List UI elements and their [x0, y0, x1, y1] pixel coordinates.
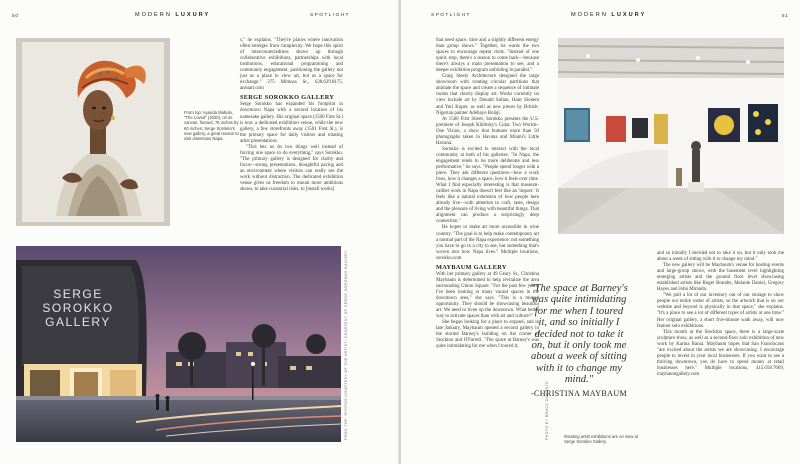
paragraph: "This lets us do two things well instead of forcing one space to do everything," says Sorokko. "The primary gallery is designed for clarity and focus—strong presentations, thoughtful pacing and an environment where visitors can really see the work without distraction. The dedicated exhibition venue gives us freedom to mount more ambitious shows, to take curatorial risks, to [install works]	[240, 144, 343, 193]
painting-photo	[16, 38, 170, 226]
pull-quote	[530, 283, 628, 399]
paragraph: that need space, time and a slightly different energy than group shows." Together, he wants the two spaces to encourage repeat visits. "Instead of one quick stop, there's a reason to come back—because there's always a main presentation to see, and a deeper exhibition program unfolding in parallel."	[436, 38, 539, 74]
paragraph: At 1500 First Street, Sorokko presents the U.S. premiere of Joseph Kiblitsky's Cuba: Two Worlds–One Vision, a show that features more than 50 photographs taken in Havana and Miami's Little Havana.	[436, 116, 539, 146]
pull-quote-attribution: -CHRISTINA MAYBAUM	[530, 388, 628, 398]
page-number-right: 51	[782, 13, 789, 18]
photo-caption-right: Rotating artist exhibitions are on view at Serge Sorokko Gallery.	[564, 434, 639, 445]
section-label-right: SPOTLIGHT	[431, 13, 471, 18]
left-page	[0, 0, 399, 464]
sign-line-3: GALLERY	[45, 315, 111, 329]
section-heading: SERGE SOROKKO GALLERY	[240, 94, 335, 102]
paragraph: s," he explains. "They're places where innovation often emerges from complexity. We hope this spirit of interconnectedness shows up through collaborative exhibitions, partnerships with local institutions, educational programming and community engagement, positioning the gallery not just as a place to view art, but as a space for exchange." 275 Mimosa St., 628.629.8175, ansuart.com	[240, 38, 343, 92]
gallery-interior-photo	[558, 38, 784, 234]
paragraph: The new gallery will be Maybaum's venue for hosting events and large-group shows, with the basement level highlighting emerging artists and the ground floor level showcasing established artists like Roger Brandts, Melanie Daniel, Gregory Hayes and John Miranda.	[657, 263, 784, 293]
right-article-column-2	[657, 251, 784, 378]
sign-line-2: SOROKKO	[42, 301, 114, 315]
paragraph: This month at the Stockton space, there is a large-scale sculpture show, as well as a second-floor solo exhibition of new work by Karina Bania. Maybaum hopes that San Franciscans "are excited about the artists we are showcasing. I encourage people to invest in your local businesses. If you want to see a thriving downtown, you do have to spend money at retail businesses here." Multiple locations, 415.658.7669, maybaumgallery.com	[657, 329, 784, 377]
storefront-illustration	[16, 246, 341, 442]
left-article-column	[240, 38, 343, 193]
painting-illustration	[16, 38, 170, 226]
gallery-interior-illustration	[558, 38, 784, 234]
storefront-photo	[16, 246, 341, 442]
paragraph: and so initially I decided not to take it on, but it only took me about a week of sitting with it to change my mind."	[657, 251, 784, 263]
section-heading: MAYBAUM GALLERY	[436, 263, 507, 271]
sign-line-1: SERGE	[53, 287, 103, 301]
section-label-left: SPOTLIGHT	[310, 13, 350, 18]
paragraph: Serge Sorokko has expanded his footprint in downtown Napa with a second location of his namesake gallery. His original space (1500 First St.) is now a dedicated exhibition venue, while the new gallery, a few storefronts away (1501 First St.), is the primary space for daily visitors and rotating artist presentations.	[240, 102, 343, 144]
masthead-right: MODERN LUXURY	[571, 12, 647, 18]
photo-credit-right: PHOTO BY BRUCE DAMONTE	[545, 380, 549, 440]
paragraph: She began looking for a place to expand, and in late January, Maybaum opened a second gallery in the storied Barney's building on the corner of Stockton and O'Farrell. "The space at Barney's was quite intimidating for me when I toured it,	[436, 320, 539, 350]
paragraph: Sorokko is excited to interact with the local community at both of his galleries. "In Napa, the engagement tends to be more deliberate and less performative," he says. "People spend longer with a piece. They ask different questions—how a work lives, how it changes a space, how it feels over time. What I find especially interesting is that museum-caliber work in Napa doesn't feel like an 'import.' It feels like a natural extension of how people here already live—with attention to craft, taste, design and the pleasure of living with beautiful things. That alignment can produce a surprisingly deep connection."	[436, 146, 539, 225]
paragraph: With her primary gallery at 49 Geary St., Christina Maybaum is determined to help revitalize the area surrounding Union Square. "For the past few years, I've been looking at many vacant spaces in the downtown area," she says. "This is a missed opportunity. They should be showcasing beautiful art. We need to liven up the downtown. What better way to activate spaces than with art and culture?"	[436, 271, 539, 320]
paragraph: "We pull a lot of our inventory out of our storage to show people our entire roster of artists, so the artwork that is on our website and beyond is physically in that space," she explains. "It's a place to see a lot of different types of artists at one time." Her original gallery, a short five-minute walk away, will now feature solo exhibitions.	[657, 293, 784, 329]
right-article-column-1	[436, 38, 539, 350]
paragraph: Craig Steely Architecture designed the large showroom with rotating circular partitions that animate the space and create a sequence of intimate rooms that clearly display art. Works currently on view include art by Donald Sultan, Hunt Slonem and Yuri Kuper, as well as new pieces by British-Nigerian painter Adebayo Bolaji.	[436, 74, 539, 116]
masthead-left: MODERN LUXURY	[135, 12, 211, 18]
pull-quote-text: "The space at Barney's was quite intimidating for me when I toured it, and so initially I decided not to take it on, but it only took me about a week of sitting with it to change my mind."	[530, 283, 628, 386]
paragraph: He hopes to make art more accessible in wine country. "The goal is to help make contemporary art a normal part of the Napa experience: not something you have to go to a city to see, but something that's woven into how Napa lives." Multiple locations, sorokko.com	[436, 225, 539, 261]
photo-caption-left: From top: Ayanda Mabulu, "The Loved" (2020), oil on canvas, framed, 75 inches by 60 inches; Serge Sorokko's new gallery, a great reason to visit downtown Napa.	[184, 110, 239, 142]
photo-credit-left: FROM TOP: PHOTOS COURTESY OF THE ARTIST; COURTESY OF SERGE SOROKKO GALLERY	[344, 250, 348, 440]
page-number-left: 50	[12, 13, 19, 18]
